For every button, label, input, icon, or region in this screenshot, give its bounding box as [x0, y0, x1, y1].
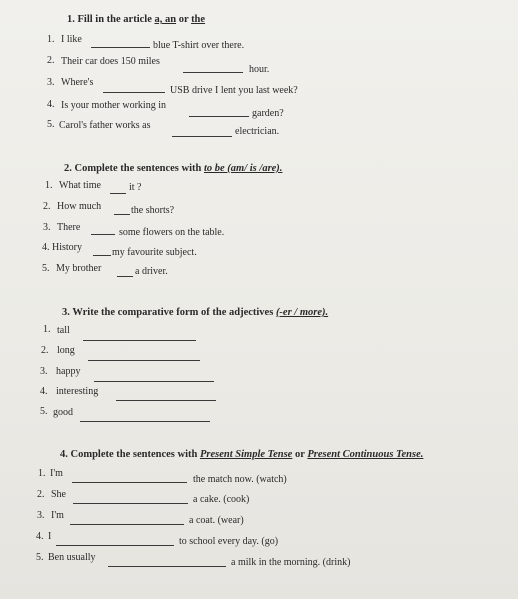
sentence-end: some flowers on the table. [119, 227, 225, 238]
item-number: 4. [36, 531, 44, 542]
sentence-start: What time [59, 180, 101, 191]
adjective: happy [56, 366, 81, 377]
answer-blank[interactable] [114, 214, 130, 215]
item-number: 5. [40, 406, 48, 417]
answer-blank[interactable] [172, 136, 232, 137]
section2-heading: 2. Complete the sentences with to be (am/ is /are). [64, 163, 283, 174]
answer-blank[interactable] [183, 72, 243, 73]
sentence-start: She [51, 489, 66, 500]
sentence-end: my favourite subject. [112, 247, 197, 258]
item-number: 4. [47, 99, 55, 110]
answer-blank[interactable] [83, 340, 196, 341]
item-number: 2. [43, 201, 51, 212]
section3-heading: 3. Write the comparative form of the adjectives (-er / more). [62, 307, 329, 318]
answer-blank[interactable] [117, 276, 133, 277]
item-number: 2. [37, 489, 45, 500]
item-number: 1. [38, 468, 46, 479]
answer-blank[interactable] [91, 47, 150, 48]
adjective: long [57, 345, 75, 356]
answer-blank[interactable] [88, 360, 200, 361]
item-number: 3. [37, 510, 45, 521]
sentence-start: I'm [51, 510, 64, 521]
sentence-end: it ? [129, 182, 142, 193]
section1-heading: 1. Fill in the article a, an or the [67, 14, 206, 25]
sentence-start: I [48, 531, 52, 542]
sentence-start: My brother [56, 263, 102, 274]
sentence-start: Their car does 150 miles [61, 56, 160, 67]
sentence-start: Is your mother working in [61, 100, 166, 111]
item-number: 3. [40, 366, 48, 377]
adjective: tall [57, 325, 70, 336]
sentence-start: I like [61, 34, 82, 45]
answer-blank[interactable] [189, 116, 249, 117]
sentence-start: History [52, 242, 82, 253]
item-number: 1. [43, 324, 51, 335]
adjective: good [53, 407, 73, 418]
sentence-end: the match now. (watch) [193, 474, 287, 485]
sentence-end: hour. [249, 64, 270, 75]
sentence-end: a milk in the morning. (drink) [231, 557, 351, 568]
answer-blank[interactable] [94, 381, 214, 382]
item-number: 2. [41, 345, 49, 356]
sentence-end: USB drive I lent you last week? [170, 85, 298, 96]
adjective: interesting [56, 386, 99, 397]
answer-blank[interactable] [80, 421, 210, 422]
sentence-end: a driver. [135, 266, 168, 277]
item-number: 4. [40, 386, 48, 397]
item-number: 4. [42, 242, 50, 253]
section4-heading: 4. Complete the sentences with Present Simple Tense or Present Continuous Tense. [60, 449, 424, 460]
sentence-start: Carol's father works as [59, 120, 151, 131]
sentence-start: There [57, 222, 81, 233]
sentence-end: electrician. [235, 126, 280, 137]
answer-blank[interactable] [70, 524, 184, 525]
sentence-start: How much [57, 201, 102, 212]
item-number: 1. [47, 34, 55, 45]
sentence-end: garden? [252, 108, 284, 119]
item-number: 5. [47, 119, 55, 130]
answer-blank[interactable] [56, 545, 174, 546]
sentence-end: to school every day. (go) [179, 536, 279, 547]
sentence-end: blue T-shirt over there. [153, 40, 245, 51]
sentence-start: I'm [50, 468, 63, 479]
answer-blank[interactable] [116, 400, 216, 401]
item-number: 5. [36, 552, 44, 563]
sentence-end: the shorts? [131, 205, 175, 216]
sentence-start: Ben usually [48, 552, 96, 563]
item-number: 3. [43, 222, 51, 233]
item-number: 3. [47, 77, 55, 88]
answer-blank[interactable] [72, 482, 187, 483]
sentence-start: Where's [61, 77, 94, 88]
item-number: 2. [47, 55, 55, 66]
item-number: 5. [42, 263, 50, 274]
answer-blank[interactable] [103, 92, 165, 93]
item-number: 1. [45, 180, 53, 191]
answer-blank[interactable] [73, 503, 188, 504]
sentence-end: a cake. (cook) [193, 494, 250, 505]
answer-blank[interactable] [108, 566, 226, 567]
answer-blank[interactable] [91, 234, 115, 235]
answer-blank[interactable] [93, 255, 111, 256]
answer-blank[interactable] [110, 193, 126, 194]
sentence-end: a coat. (wear) [189, 515, 244, 526]
